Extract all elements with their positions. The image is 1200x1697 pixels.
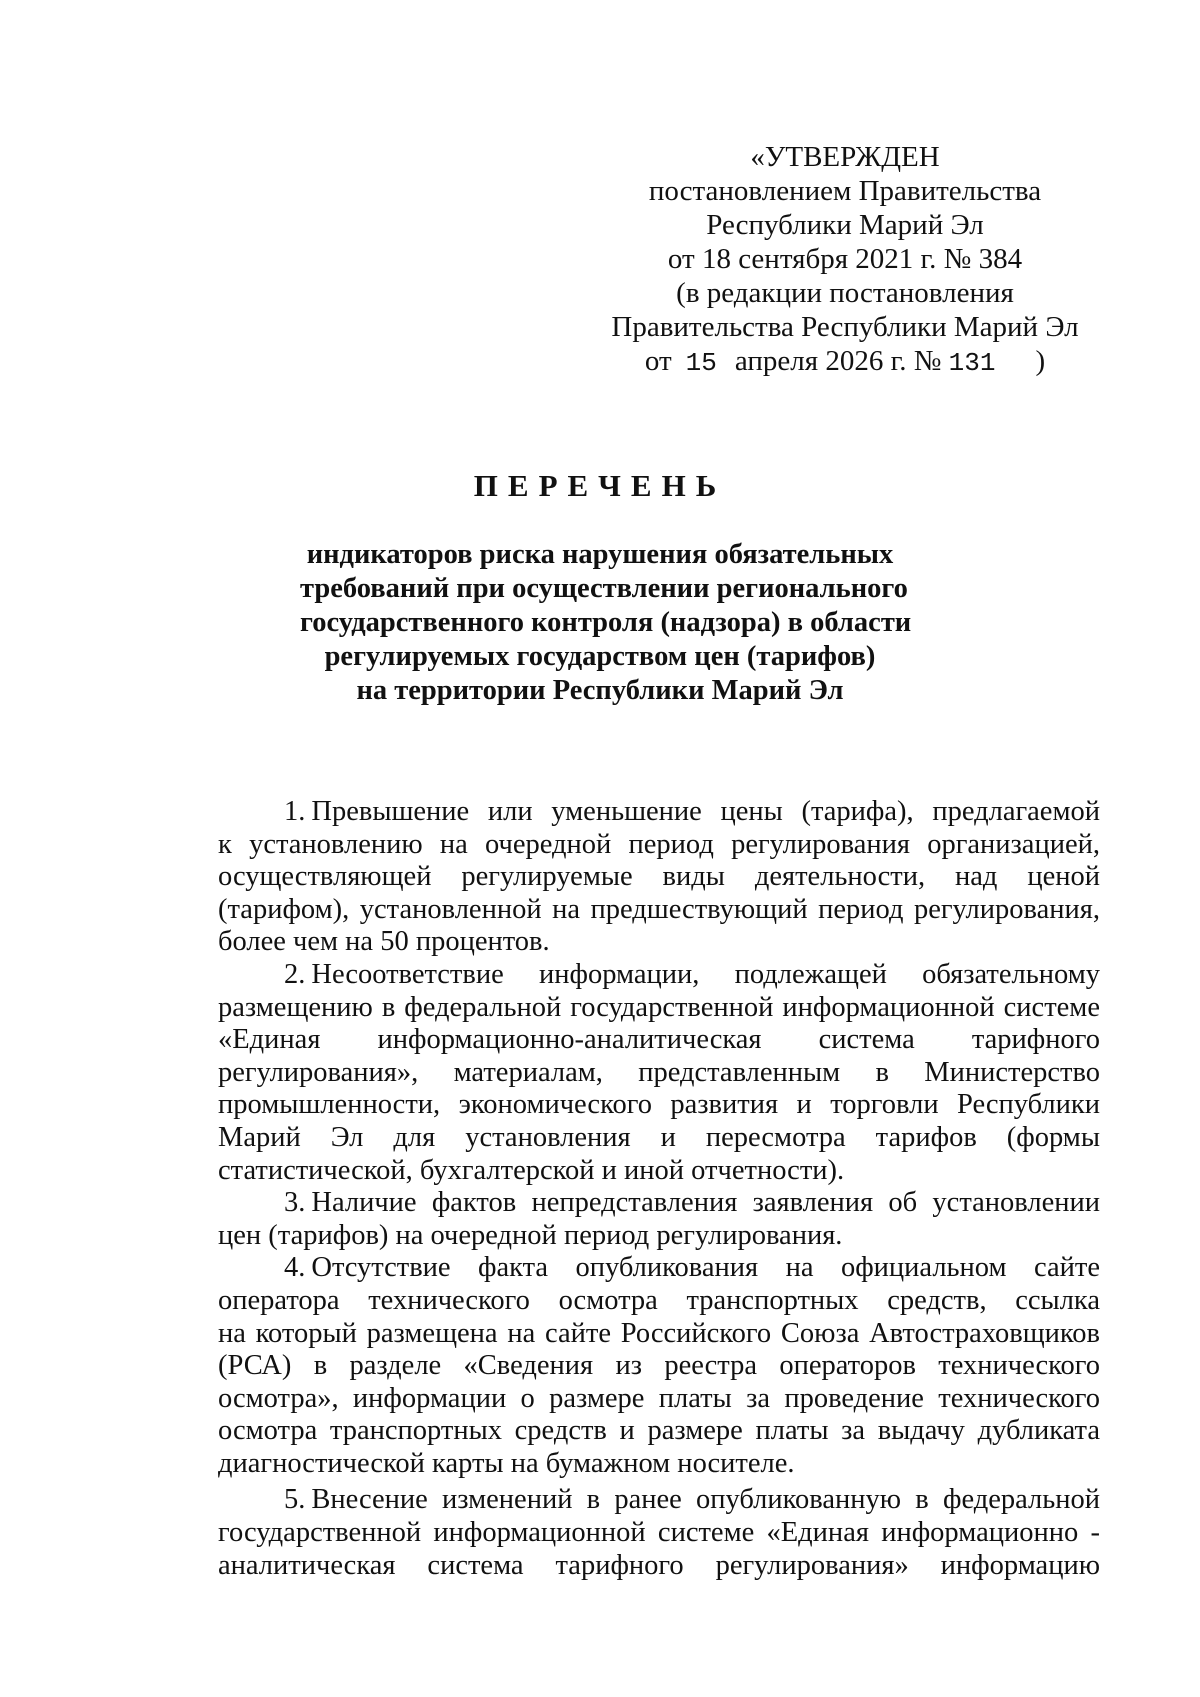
list-item-line: осуществляющей регулируемые виды деятельности, над ценой (218, 861, 1100, 893)
approval-number: 131 (948, 348, 996, 378)
list-item-line: (РСА) в разделе «Сведения из реестра операторов технического (218, 1350, 1100, 1382)
list-item-line (218, 1484, 1100, 1517)
approval-date-middle: апреля 2026 г. № (734, 345, 942, 377)
list-item (218, 796, 1100, 959)
document-subtitle (300, 538, 912, 708)
list-item (218, 1252, 1100, 1480)
item-text: Превышение или уменьшение цены (тарифа), предлагаемой (311, 796, 1100, 827)
approval-line-4: от 18 сентября 2021 г. № 384 (667, 243, 1023, 275)
approval-line-3: Республики Марий Эл (706, 209, 984, 241)
approval-line-5: (в редакции постановления (676, 277, 1014, 309)
list-item-line: промышленности, экономического развития и торговли Республики (218, 1089, 1100, 1121)
document-body (218, 796, 1100, 1582)
list-item-line: размещению в федеральной государственной информационной системе (218, 991, 1100, 1023)
approval-line-6: Правительства Республики Марий Эл (611, 311, 1079, 343)
list-item-line: цен (тарифов) на очередной период регулирования. (218, 1219, 843, 1251)
list-item-line: Марий Эл для установления и пересмотра тарифов (формы (218, 1121, 1100, 1153)
item-text: Несоответствие информации, подлежащей обязательному (311, 958, 1100, 990)
list-item-line (218, 796, 1100, 829)
subtitle-line: на территории Республики Марий Эл (356, 675, 844, 706)
list-item (218, 1484, 1100, 1582)
list-item-line: «Единая информационно-аналитическая система тарифного (218, 1024, 1100, 1056)
item-text: Отсутствие факта опубликования на официальном сайте (311, 1252, 1100, 1284)
list-item-line: регулирования», материалам, представленным в Министерство (218, 1056, 1100, 1088)
list-item-line: более чем на 50 процентов. (218, 926, 550, 958)
approval-date-prefix: от (644, 345, 672, 377)
list-item-line: осмотра транспортных средств и размере платы за выдачу дубликата (218, 1415, 1100, 1447)
list-item-line: статистической, бухгалтерской и иной отчетности). (218, 1154, 845, 1186)
list-item-line: государственной информационной системе «Единая информационно - (218, 1517, 1100, 1549)
approval-date-suffix: ) (1035, 345, 1046, 377)
item-number: 2. (284, 958, 306, 990)
list-item-line (218, 1252, 1100, 1285)
subtitle-line: индикаторов риска нарушения обязательных (306, 539, 894, 570)
list-item (218, 959, 1100, 1187)
approval-line-2: постановлением Правительства (648, 175, 1042, 207)
list-item-line: (тарифом), установленной на предшествующий период регулирования, (218, 893, 1100, 925)
item-number: 5. (284, 1484, 306, 1516)
list-item (218, 1187, 1100, 1252)
list-item-line (218, 959, 1100, 992)
approval-stamp (600, 140, 1090, 380)
list-item-line: осмотра», информации о размере платы за проведение технического (218, 1382, 1100, 1414)
item-number: 4. (284, 1252, 306, 1284)
subtitle-line: регулируемых государством цен (тарифов) (324, 641, 876, 672)
subtitle-line: требований при осуществлении регионального (300, 573, 908, 604)
approval-line-1: «УТВЕРЖДЕН (750, 141, 940, 173)
item-number: 3. (284, 1187, 306, 1219)
list-item-line: к установлению на очередной период регулирования организацией, (218, 828, 1100, 860)
subtitle-line: государственного контроля (надзора) в области (300, 607, 912, 638)
list-item-line (218, 1187, 1100, 1220)
item-number: 1. (284, 796, 306, 827)
approval-day: 15 (685, 348, 717, 378)
list-item-line: аналитическая система тарифного регулирования» информацию (218, 1549, 1100, 1581)
approval-line-7 (600, 344, 1090, 380)
item-text: Внесение изменений в ранее опубликованную в федеральной (311, 1484, 1100, 1516)
document-title: ПЕРЕЧЕНЬ (473, 468, 727, 503)
list-item-line: на который размещена на сайте Российского Союза Автостраховщиков (218, 1317, 1100, 1349)
item-text: Наличие фактов непредставления заявления об установлении (311, 1187, 1100, 1219)
list-item-line: оператора технического осмотра транспортных средств, ссылка (218, 1284, 1100, 1316)
list-item-line: диагностической карты на бумажном носителе. (218, 1447, 795, 1479)
